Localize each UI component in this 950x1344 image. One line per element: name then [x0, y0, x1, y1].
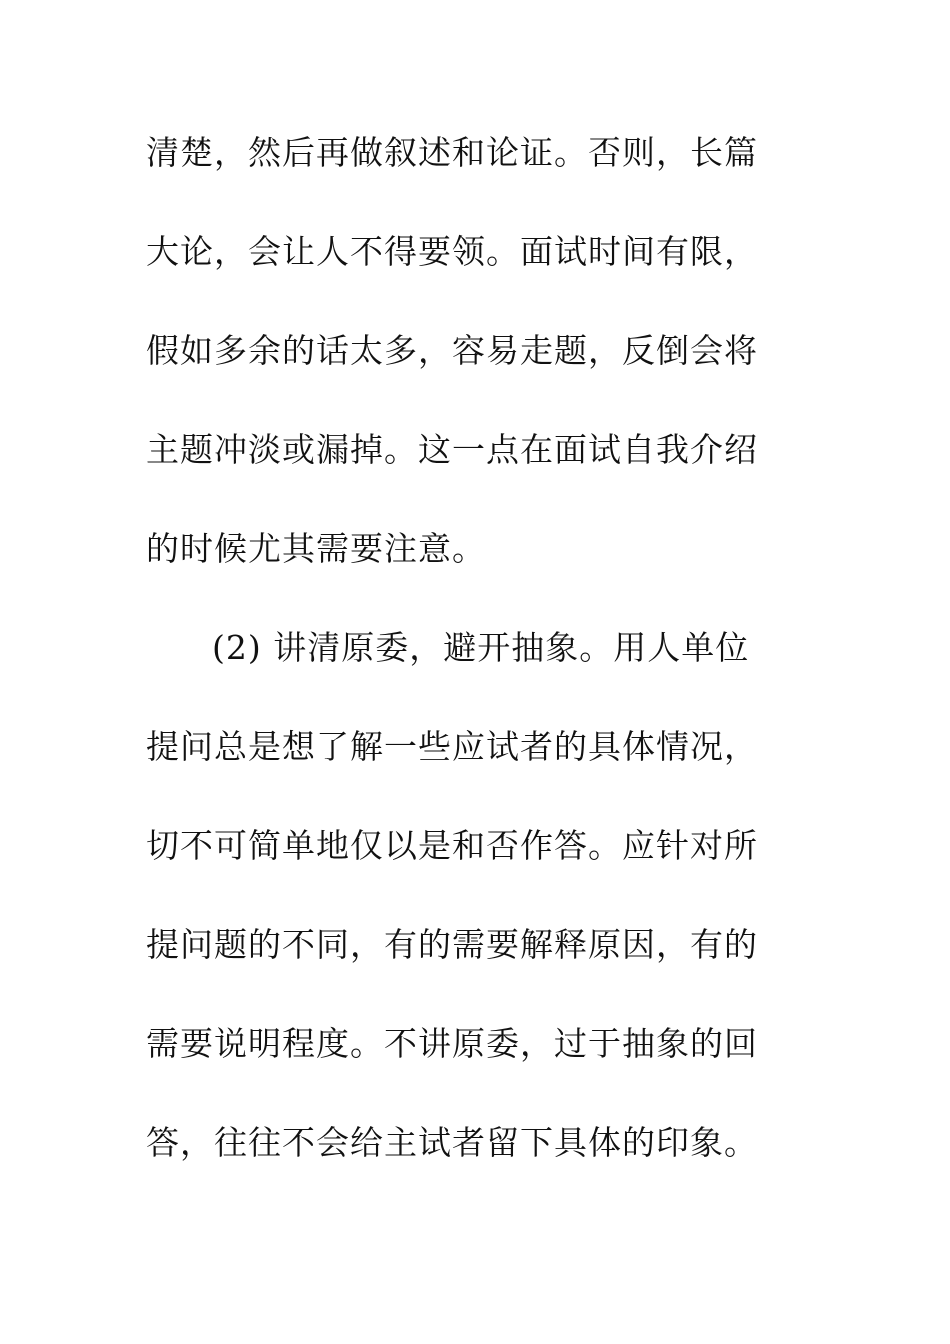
paragraph-2	[146, 618, 786, 1212]
text-line: 的时候尤其需要注意。	[146, 529, 486, 568]
text-line-indented: (2) 讲清原委，避开抽象。用人单位	[212, 628, 750, 667]
text-line: 提问题的不同，有的需要解释原因，有的	[146, 925, 758, 964]
text-line: 切不可简单地仅以是和否作答。应针对所	[146, 826, 758, 865]
paragraph-1	[146, 123, 786, 618]
text-line: 主题冲淡或漏掉。这一点在面试自我介绍	[146, 430, 758, 469]
text-line: 提问总是想了解一些应试者的具体情况，	[146, 727, 758, 766]
text-line: 需要说明程度。不讲原委，过于抽象的回	[146, 1024, 758, 1063]
body-text	[146, 123, 786, 1212]
text-line: 清楚，然后再做叙述和论证。否则，长篇	[146, 133, 758, 172]
text-line: 大论，会让人不得要领。面试时间有限，	[146, 232, 758, 271]
text-line: 假如多余的话太多，容易走题，反倒会将	[146, 331, 758, 370]
text-line: 答，往往不会给主试者留下具体的印象。	[146, 1123, 758, 1162]
